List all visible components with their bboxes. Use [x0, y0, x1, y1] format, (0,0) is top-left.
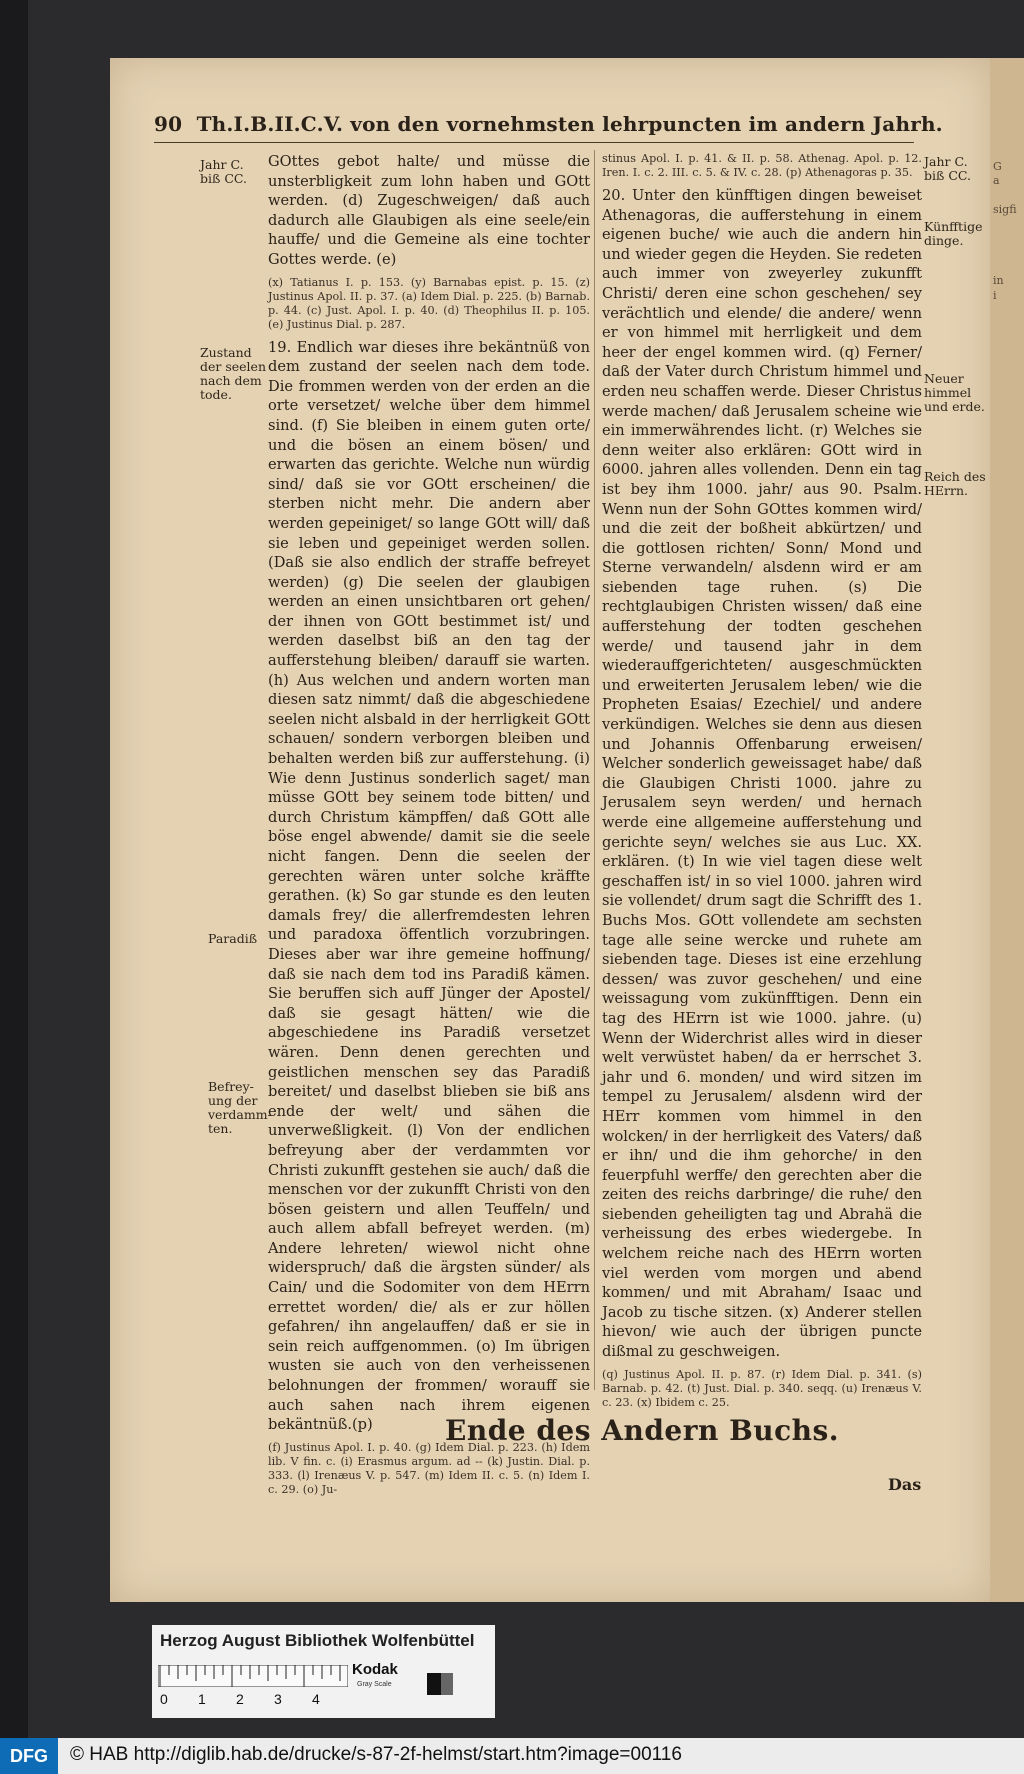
footnotes-left-2: (f) Justinus Apol. I. p. 40. (g) Idem Dial. p. 223. (h) Idem lib. V fin. c. (i) Erasmus argum. ad -- (k) Justin. Dial. p. 333. (l) Irenæus V. p. 547. (m) Idem II. c. 5. (n) Idem I. c. 29. (o) Ju- — [268, 1440, 590, 1496]
footer-bar — [0, 1738, 1024, 1774]
copyright-link[interactable]: © HAB http://diglib.hab.de/drucke/s-87-2f-helmst/start.htm?image=00116 — [70, 1744, 682, 1765]
end-of-book-title: Ende des Andern Buchs. — [445, 1414, 840, 1447]
scanner-frame-left — [0, 0, 28, 1774]
header-rule — [154, 142, 914, 143]
footnotes-right-bottom: (q) Justinus Apol. II. p. 87. (r) Idem Dial. p. 341. (s) Barnab. p. 42. (t) Just. Dial. p. 340. seqq. (u) Irenæus V. c. 23. (x) Ibidem c. 25. — [602, 1367, 922, 1409]
margin-note-paradise: Paradiß — [208, 931, 258, 946]
margin-note-kingdom: Reich des HErrn. — [924, 469, 986, 498]
ruler-tick-0: 0 — [160, 1691, 168, 1707]
running-title: Th.I.B.II.C.V. von den vornehmsten lehrpuncten im andern Jahrh. — [196, 112, 943, 136]
margin-note-state-of-souls: Zustand der seelen nach dem tode. — [200, 345, 267, 402]
margin-note-new-heaven: Neuer himmel und erde. — [924, 371, 985, 414]
ruler-tick-1: 1 — [198, 1691, 206, 1707]
ruler-tick-4: 4 — [312, 1691, 320, 1707]
dfg-logo: DFG — [0, 1738, 58, 1774]
ruler-tick-2: 2 — [236, 1691, 244, 1707]
margin-note-year-left: Jahr C. biß CC. — [200, 157, 247, 186]
margin-note-year-right: Jahr C. biß CC. — [924, 154, 971, 183]
ruler-tick-3: 3 — [274, 1691, 282, 1707]
column-divider — [594, 150, 595, 1390]
gray-scale-label: Gray Scale — [357, 1681, 392, 1688]
page-number: 90 — [154, 112, 183, 136]
calibration-target — [152, 1625, 495, 1718]
gray-swatch-mid — [441, 1673, 453, 1695]
right-column — [602, 152, 922, 1416]
paragraph-20: 20. Unter den künfftigen dingen beweiset Athenagoras, die aufferstehung in einem eigenen buche/ wie auch die andern hin und wieder gegen die Heyden. Sie redeten auch immer von zweyerley zukunfft Christi/ deren eine schon geschehen/ sey verächtlich und elende/ die andere/ wenn er von himmel mit herrligkeit und dem heer der engel kommen wird. (q) Ferner/ daß der Vater durch Christum himmel und erden neu schaffen werde. Dieser Christus werde machen/ daß Jerusalem scheine wie ein immerwährendes licht. (r) Welches sie denn weiter also erklären: GOtt wird in 6000. jahren alles vollenden. Denn ein tag ist bey ihm 1000. jahr/ aus 90. Psalm. Wenn nun der Sohn GOttes kommen wird/ und die zeit der boßheit abkürtzen/ und die gottlosen richten/ Sonn/ Mond und Sterne verwandeln/ alsdenn wird er am siebenden tage ruhen. (s) Die rechtglaubigen Christen wissen/ daß eine aufferstehung der todten geschehen werde/ und tausend jahr in dem wiederauffgerichteten/ ausgeschmückten und erweiterten Jerusalem leben/ wie die Propheten Esaias/ Ezechiel/ und andere verkündigen. Welches sie denn aus diesen und Johannis Offenbarung erweisen/ Welcher sonderlich geweissaget habe/ daß die Glaubigen Christi 1000. jahre zu Jerusalem seyn werden/ und hernach werde eine allgemeine aufferstehung und gerichte seyn/ welches sie aus Luc. XX. erklären. (t) In wie viel tagen diese welt geschaffen ist/ in so viel 1000. jahren wird sie vollendet/ drum sagt die Schrifft des 1. Buchs Mos. GOtt vollendete am sechsten tage alle seine wercke und ruhete am siebenden tage. Dieses ist eine erzehlung dessen/ was zuvor geschehen/ und eine weissagung vom zukünfftigen. Denn ein tag des HErrn ist wie 1000. jahre. (u) Wenn der Widerchrist alles wird in dieser welt verwüstet haben/ da er herrschet 3. jahr und 6. monden/ und wird sitzen im tempel zu Jerusalem/ alsdenn wird der HErr kommen vom himmel in den wolcken/ in der herrligkeit des Vaters/ daß er ihn/ und die ihm gehorche/ in den feuerpfuhl werffe/ den gerechten aber die zeiten des reichs darbringe/ die ruhe/ den siebenden geheiligten tag und Abrahä die verheissung des erbes wiedergebe. In welchem reiche nach des HErrn worten viel werden vom morgen und abend kommen/ und mit Abraham/ Isaac und Jacob zu tische sitzen. (x) Anderer stellen hievon/ wie auch der übrigen puncte dißmal zu geschweigen. — [602, 187, 922, 1361]
margin-note-future-things: Künfftige dinge. — [924, 219, 983, 248]
paragraph-19: 19. Endlich war dieses ihre bekäntnüß von dem zustand der seelen nach dem tode. Die frommen werden von der erden an die orte versetzet/ welche über dem himmel sind. (f) Sie bleiben in einem guten orte/ und die bösen an einem bösen/ und erwarten das gerichte. Welche nun würdig sind/ daß sie vor GOtt erscheinen/ die sterben nicht mehr. Die andern aber werden gepeiniget/ so lange GOtt will/ daß sie leben und gepeiniget werden sollen. (Daß sie also endlich der straffe befreyet werden) (g) Die seelen der glaubigen werden an einen unsichtbaren ort gehen/ der ihnen von GOtt bestimmet ist/ und werden daselbst biß an den tag der aufferstehung bleiben/ darauff sie warten. (h) Aus welchen und andern worten man diesen satz nimmt/ daß die abgeschiedene seelen nicht alsbald in der herrligkeit GOtt schauen/ sondern verborgen bleiben und behalten werden biß zur aufferstehung. (i) Wie denn Justinus sonderlich saget/ man müsse GOtt bey seinem tode bitten/ und durch Christum kämpffen/ daß GOtt alle böse engel abwende/ damit sie die seele nicht fangen. Denn die seelen der gerechten wären unter solche kräffte gerathen. (k) So gar stunde es den leuten damals frey/ die allerfremdesten lehren und paradoxa öffentlich vorzubringen. Dieses aber war ihre gemeine hoffnung/ daß sie nach dem tod ins Paradiß kämen. Sie beruffen sich auff Jünger der Apostel/ daß sie gesagt hätten/ wie die abgeschiedene ins Paradiß versetzet wären. Denn denen gerechten und geistlichen menschen sey das Paradiß bereitet/ und daselbst blieben sie biß ans ende der welt/ und sähen die unverweßligkeit. (l) Von der endlichen befreyung aber der verdammten vor Christi zukunfft gestehen sie auch/ daß die menschen vor der zukunfft Christi von den bösen geistern und allen Teuffeln/ und auch allem abfall befreyet werden. (m) Andere lehreten/ wiewol nicht ohne widerspruch/ daß die ärgsten sünder/ als Cain/ und die Sodomiter von dem HErrn errettet worden/ die/ als er zur höllen gefahren/ ihn angelauffen/ daß er sie in sein reich auffgenommen. (o) Im übrigen wusten sie auch von den verheissenen belohnungen der frommen/ worauff sie auch sahen nach ihrem eigenen bekäntnüß.(p) — [268, 338, 590, 1434]
gray-swatch-dark — [427, 1673, 441, 1695]
footnotes-left-1: (x) Tatianus I. p. 153. (y) Barnabas epist. p. 15. (z) Justinus Apol. II. p. 37. (a) Idem Dial. p. 225. (b) Barnab. p. 44. (c) Just. Apol. I. p. 40. (d) Theophilus II. p. 105. (e) Justinus Dial. p. 287. — [268, 275, 590, 331]
margin-note-liberation: Befrey- ung der verdamm- ten. — [208, 1079, 272, 1136]
left-column — [268, 152, 590, 1503]
library-name: Herzog August Bibliothek Wolfenbüttel — [160, 1631, 475, 1650]
footnotes-right-top: stinus Apol. I. p. 41. & II. p. 58. Athenag. Apol. p. 12. Iren. I. c. 2. III. c. 5. & IV. c. 28. (p) Athenagoras p. 35. — [602, 152, 922, 179]
kodak-logo: Kodak — [352, 1661, 398, 1678]
catchword: Das — [888, 1475, 922, 1494]
scale-ruler — [158, 1665, 348, 1687]
paragraph-left-1: GOttes gebot halte/ und müsse die unsterbligkeit zum lohn haben und GOtt werden. (d) Zugeschweigen/ daß auch dadurch alle Glaubigen als eine seele/ein hauffe/ und die Gemeine als eine tochter Gottes werde. (e) — [268, 153, 590, 268]
running-header — [154, 112, 943, 146]
facing-page-bleed: G a sigfi in i — [993, 160, 1017, 302]
